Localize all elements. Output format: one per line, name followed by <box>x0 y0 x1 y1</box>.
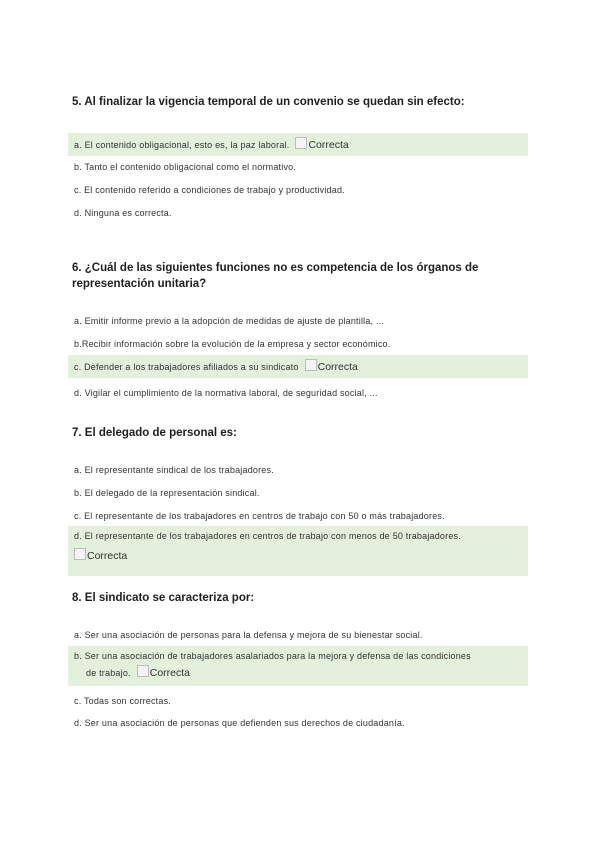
q5-option-c: c. El contenido referido a condiciones de trabajo y productividad. <box>74 185 345 195</box>
q7-option-d <box>68 526 528 576</box>
question-8-title: 8. El sindicato se caracteriza por: <box>72 592 255 604</box>
q8-option-d: d. Ser una asociación de personas que defienden sus derechos de ciudadanía. <box>74 718 405 728</box>
q8-option-c: c. Todas son correctas. <box>74 696 171 706</box>
question-6-title-line1: 6. ¿Cuál de las siguientes funciones no es competencia de los órganos de <box>72 262 479 274</box>
correct-label: Correcta <box>149 667 190 679</box>
q7-option-a: a. El representante sindical de los trabajadores. <box>74 465 274 475</box>
q8-option-a: a. Ser una asociación de personas para la defensa y mejora de su bienestar social. <box>74 630 423 640</box>
q8-option-b <box>68 646 528 686</box>
option-text: b. Ser una asociación de trabajadores asalariados para la mejora y defensa de las condiciones <box>74 651 471 661</box>
checkbox-icon <box>137 665 149 677</box>
option-text: a. El contenido obligacional, esto es, la paz laboral. <box>74 140 290 150</box>
checkbox-icon <box>295 137 307 149</box>
option-text-line2: de trabajo. Correcta <box>86 667 190 679</box>
checkbox-icon <box>305 359 317 371</box>
question-6-title <box>72 260 532 292</box>
correct-label: Correcta <box>87 550 128 562</box>
checkbox-icon <box>74 548 86 560</box>
question-6-title-line2: representación unitaria? <box>72 278 207 290</box>
question-7-title: 7. El delegado de personal es: <box>72 427 237 439</box>
correct-marker <box>74 548 522 563</box>
q7-option-b: b. El delegado de la representación sindical. <box>74 488 260 498</box>
option-text: c. Defender a los trabajadores afiliados a su sindicato <box>74 362 299 372</box>
q6-option-d: d. Vigilar el cumplimiento de la normativa laboral, de seguridad social, ... <box>74 388 378 398</box>
q5-option-b: b. Tanto el contenido obligacional como el normativo. <box>74 162 297 172</box>
q6-option-b: b.Recibir información sobre la evolución de la empresa y sector económico. <box>74 339 391 349</box>
q7-option-c: c. El representante de los trabajadores en centros de trabajo con 50 o más trabajadores. <box>74 511 445 521</box>
q6-option-c <box>68 355 528 378</box>
option-text: d. El representante de los trabajadores en centros de trabajo con menos de 50 trabajadores. <box>74 531 461 541</box>
q6-option-a: a. Emitir informe previo a la adopción de medidas de ajuste de plantilla, ... <box>74 316 385 326</box>
question-5-title: 5. Al finalizar la vigencia temporal de un convenio se quedan sin efecto: <box>72 96 465 108</box>
correct-label: Correcta <box>308 139 349 151</box>
q5-option-a <box>68 133 528 156</box>
correct-label: Correcta <box>317 361 358 373</box>
q5-option-d: d. Ninguna es correcta. <box>74 208 172 218</box>
